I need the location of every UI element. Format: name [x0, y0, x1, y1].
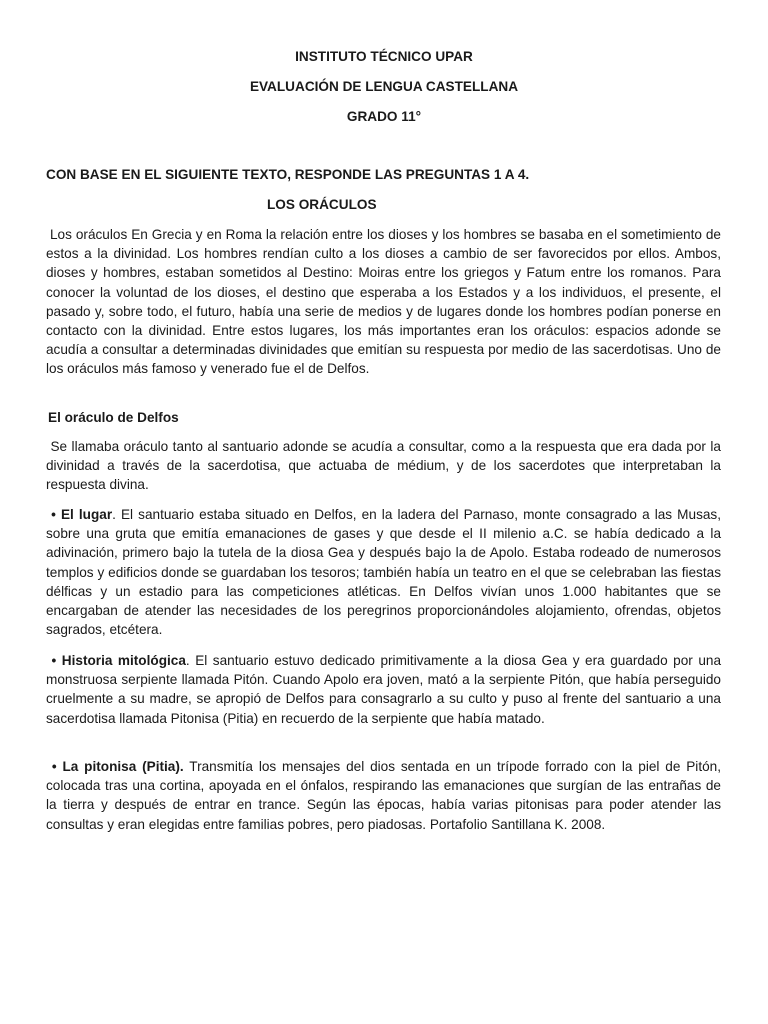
- section-title: El oráculo de Delfos: [48, 410, 179, 425]
- bullet-term: Historia mitológica: [61, 653, 186, 668]
- bullet-la-pitonisa: [46, 757, 721, 834]
- bullet-marker: •: [51, 653, 62, 668]
- bullet-text: . El santuario estaba situado en Delfos, en la ladera del Parnaso, monte consagrado a las Musas, sobre una gruta que emitía emanaciones de gases y que desde el II milenio a.C. se había dedicado a la adivinación, primero bajo la tutela de la diosa Gea y después bajo la de Apolo. Estaba rodeado de numerosos templos y edificios donde se guardaban los tesoros; también había un teatro en el que se celebraban las fiestas délficas y un estadio para las competiciones atléticas. En Delfos vivían unos 1.000 habitantes que se encargaban de atender las necesidades de los peregrinos proporcionándoles alojamiento, ofrendas, objetos sagrados, etcétera.: [46, 507, 722, 638]
- bullet-marker: •: [51, 507, 61, 522]
- bullet-text: Transmitía los mensajes del dios sentada en un trípode forrado con la piel de Pitón, colocada tras una cortina, apoyada en el ónfalos, respirando las emanaciones que surgían de las entrañas de la tierra y después de entrar en trance. Según las épocas, había varias pitonisas para poder atender las consultas y eran elegidas entre familias pobres, pero piadosas. Portafolio Santillana K. 2008.: [46, 759, 721, 832]
- instruction-heading: CON BASE EN EL SIGUIENTE TEXTO, RESPONDE LAS PREGUNTAS 1 A 4.: [46, 167, 530, 182]
- bullet-text: . El santuario estuvo dedicado primitivamente a la diosa Gea y era guardado por una monstruosa serpiente llamada Pitón. Cuando Apolo era joven, mató a la serpiente Pitón, que había perseguido cruelmente a su madre, se apropió de Delfos para consagrarlo a su culto y puso al frente del santuario a una sacerdotisa llamada Pitonisa (Pitia) en recuerdo de la serpiente que había matado.: [46, 653, 722, 726]
- bullet-marker: •: [51, 759, 63, 774]
- intro-paragraph-text: Los oráculos En Grecia y en Roma la relación entre los dioses y los hombres se basaba en el sometimiento de estos a la divinidad. Los hombres rendían culto a los dioses a cambio de ser favorecidos por ellos. Ambos, dioses y hombres, estaban sometidos al Destino: Moiras entre los griegos y Fatum entre los romanos. Para conocer la voluntad de los dioses, el destino que esperaba a los Estados y a los individuos, el presente, el pasado y, sobre todo, el futuro, había una serie de medios y de lugares donde los hombres podían ponerse en contacto con la divinidad. Entre estos lugares, los más importantes eran los oráculos: espacios adonde se acudía a consultar a determinadas divinidades que emitían su respuesta por medio de las sacerdotisas. Uno de los oráculos más famoso y venerado fue el de Delfos.: [46, 227, 721, 377]
- section-paragraph: [46, 437, 721, 495]
- bullet-el-lugar: [46, 505, 721, 639]
- bullet-historia-mitologica: [46, 651, 721, 728]
- bullet-term: La pitonisa (Pitia).: [62, 759, 184, 774]
- bullet-term: El lugar: [60, 507, 113, 522]
- intro-paragraph: [46, 225, 721, 379]
- institution-title: INSTITUTO TÉCNICO UPAR: [295, 49, 473, 64]
- exam-title: EVALUACIÓN DE LENGUA CASTELLANA: [249, 79, 519, 94]
- grade-title: GRADO 11°: [346, 109, 422, 124]
- text-title: LOS ORÁCULOS: [267, 197, 377, 212]
- section-paragraph-text: Se llamaba oráculo tanto al santuario adonde se acudía a consultar, como a la respuesta que era dada por la divinidad a través de la sacerdotisa, que actuaba de médium, y de los sacerdotes que interpretaban la respuesta divina.: [46, 439, 721, 493]
